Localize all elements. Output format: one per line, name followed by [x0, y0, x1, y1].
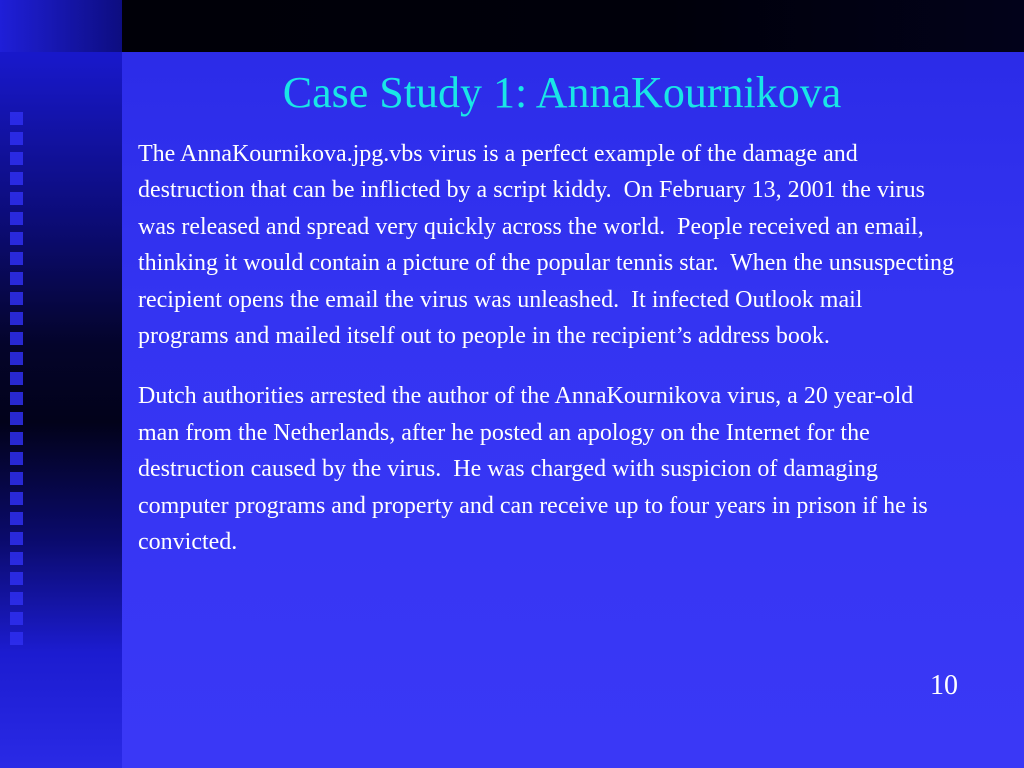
decorative-square: [10, 172, 23, 185]
left-decorative-band: [0, 0, 122, 768]
decorative-square: [10, 372, 23, 385]
top-dark-band: [122, 0, 1024, 52]
decorative-square: [10, 292, 23, 305]
body-paragraph-2: Dutch authorities arrested the author of the AnnaKournikova virus, a 20 year-old man from the Netherlands, after he posted an apology on the Internet for the destruction caused by the virus. He was charged with suspicion of damaging computer programs and property and can receive up to four years in prison if he is convicted.: [138, 383, 934, 556]
decorative-square: [10, 552, 23, 565]
decorative-square: [10, 572, 23, 585]
decorative-square: [10, 252, 23, 265]
decorative-square: [10, 152, 23, 165]
decorative-square: [10, 432, 23, 445]
decorative-square: [10, 212, 23, 225]
decorative-square: [10, 392, 23, 405]
decorative-square: [10, 592, 23, 605]
decorative-square: [10, 492, 23, 505]
decorative-square: [10, 332, 23, 345]
slide-body: [138, 136, 961, 560]
page-number: 10: [930, 670, 958, 701]
decorative-square: [10, 632, 23, 645]
body-paragraph-1: The AnnaKournikova.jpg.vbs virus is a perfect example of the damage and destruction that can be inflicted by a script kiddy. On February 13, 2001 the virus was released and spread very quickly across the world. People received an email, thinking it would contain a picture of the popular tennis star. When the unsuspecting recipient opens the email the virus was unleashed. It infected Outlook mail programs and mailed itself out to people in the recipient’s address book.: [138, 141, 961, 350]
decorative-square: [10, 192, 23, 205]
decorative-square: [10, 312, 23, 325]
decorative-square: [10, 472, 23, 485]
decorative-square: [10, 512, 23, 525]
decorative-square: [10, 452, 23, 465]
decorative-square: [10, 112, 23, 125]
decorative-square: [10, 412, 23, 425]
slide-title: Case Study 1: AnnaKournikova: [282, 68, 842, 117]
decorative-square: [10, 232, 23, 245]
top-left-corner: [0, 0, 122, 52]
decorative-square: [10, 612, 23, 625]
decorative-square: [10, 532, 23, 545]
decorative-square: [10, 352, 23, 365]
decorative-square: [10, 132, 23, 145]
decorative-squares: [0, 112, 30, 652]
decorative-square: [10, 272, 23, 285]
